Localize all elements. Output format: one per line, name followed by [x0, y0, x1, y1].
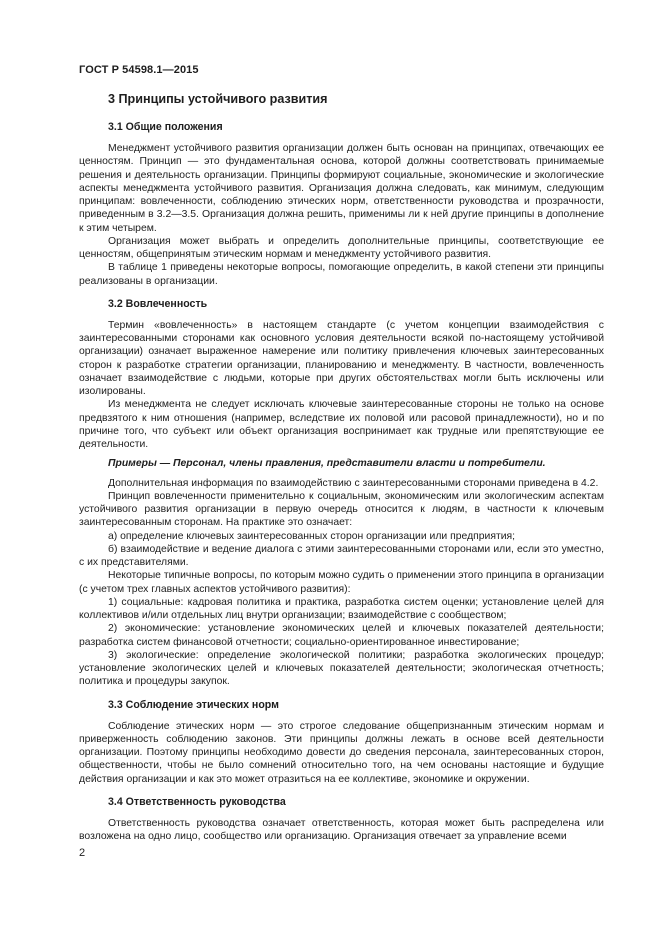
list-item: 2) экономические: установление экономических целей и ключевых показателей деятельности; разработка систем финансовой отчетности; социально-ориентированное инвестирование; [79, 623, 604, 648]
page-number: 2 [79, 847, 86, 859]
subsection-title-3-2: 3.2 Вовлеченность [108, 297, 208, 310]
subsection-title-3-1: 3.1 Общие положения [108, 121, 223, 133]
paragraph: Некоторые типичные вопросы, по которым можно судить о применении этого принципа в организации (с учетом трех главных аспектов устойчивого развития): [79, 570, 604, 595]
subsection-title-3-4: 3.4 Ответственность руководства [108, 795, 286, 808]
list-item: б) взаимодействие и ведение диалога с этими заинтересованными сторонами или, если это уместно, с их представителями. [79, 543, 604, 568]
paragraph: Из менеджмента не следует исключать ключевые заинтересованные стороны не только на основе предвзятого к ним отношения (например, вследствие их половой или расовой принадлежности), но и по причине того, что субъект или объект организация воспринимает как трудные или препятствующие ее деятельности. [79, 399, 604, 450]
examples-note: Примеры — Персонал, члены правления, представители власти и потребители. [108, 458, 546, 470]
list-item: 3) экологические: определение экологической политики; разработка экологических процедур; установление экологических целей и ключевых показателей деятельности; экологическая отчетность; политика и процедуры закупок. [79, 649, 604, 688]
list-item: 1) социальные: кадровая политика и практика, разработка систем оценки; установление целей для коллективов и/или отдельных лиц внутри организации; взаимодействие с сообществом; [79, 596, 604, 621]
standard-header: ГОСТ Р 54598.1—2015 [79, 64, 199, 76]
paragraph: Ответственность руководства означает ответственность, которая может быть распределена или возложена на одно лицо, сообщество или организацию. Организация отвечает за управление всеми [79, 817, 604, 842]
paragraph: В таблице 1 приведены некоторые вопросы, помогающие определить, в какой степени эти принципы реализованы в организации. [79, 262, 604, 287]
paragraph: Организация может выбрать и определить дополнительные принципы, соответствующие ее ценностям, общепринятым этическим нормам и менеджменту устойчивого развития. [79, 235, 604, 260]
paragraph: Принцип вовлеченности применительно к социальным, экономическим или экологическим аспектам устойчивого развития организации в первую очередь относится к людям, в частности к ключевым заинтересованным сторонам. На практике это означает: [79, 490, 604, 529]
section-title: 3 Принципы устойчивого развития [108, 92, 328, 106]
list-item: а) определение ключевых заинтересованных сторон организации или предприятия; [108, 530, 516, 542]
paragraph: Менеджмент устойчивого развития организации должен быть основан на принципах, отвечающих ее ценностям. Принцип — это фундаментальная основа, которой должны соответствовать принимаемые решения и деятельность организации. Принципы формируют социальные, экономические и экологические аспекты менеджмента устойчивого развития. Организация должна следовать, как минимум, следующим принципам: вовлеченности, соблюдению этических норм, ответственности руководства и прозрачности, приведенным в 3.2—3.5. Организация должна решить, применимы ли к ней другие принципы в дополнение к этим четырем. [79, 143, 604, 234]
document-body [79, 91, 604, 843]
paragraph: Термин «вовлеченность» в настоящем стандарте (с учетом концепции взаимодействия с заинтересованными сторонами как основного условия деятельности всякой по-настоящему устойчивой организации) означает выраженное намерение или политику привлечения ключевых заинтересованных сторон к разработке стратегии организации, планированию и менеджменту. В частности, вовлеченность означает взаимодействие с людьми, которые при других обстоятельствах могли быть исключены или изолированы. [79, 319, 604, 397]
subsection-title-3-3: 3.3 Соблюдение этических норм [108, 698, 279, 711]
paragraph: Соблюдение этических норм — это строгое следование общепризнанным этическим нормам и приверженность соблюдению законов. Эти принципы должны лежать в основе всей деятельности организации. Поэтому принципы необходимо довести до сведения персонала, заинтересованных сторон, общественности, чтобы не было сомнений относительно того, на чем основаны настоящие и будущие действия организации и как это может отразиться на ее коллективе, экономике и окружении. [79, 720, 604, 785]
paragraph: Дополнительная информация по взаимодействию с заинтересованными сторонами приведена в 4.2. [108, 477, 599, 489]
